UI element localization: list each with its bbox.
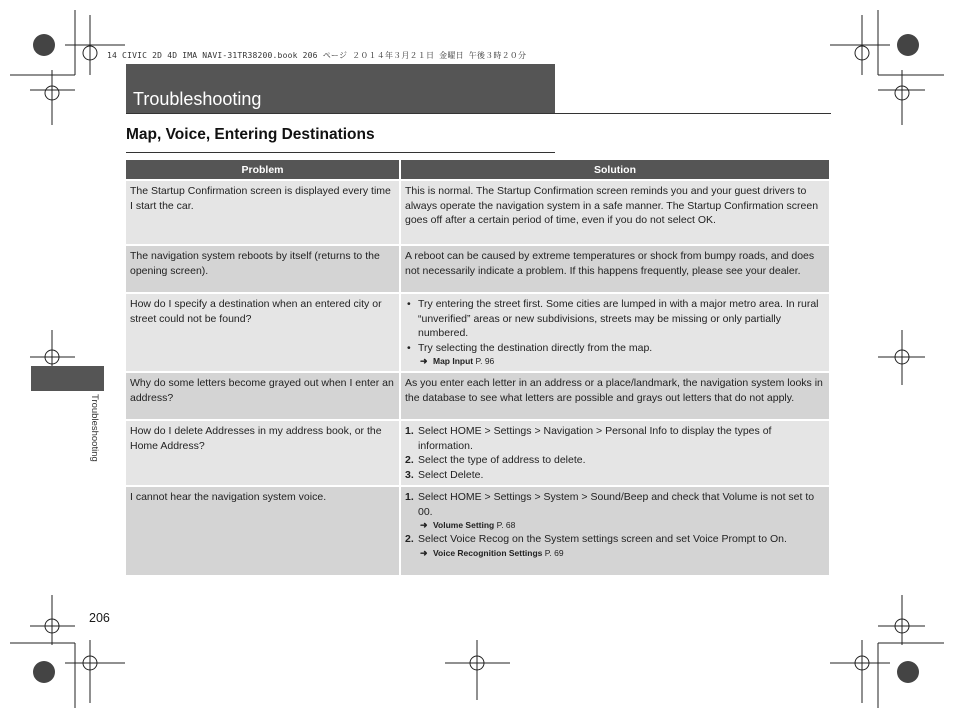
step-text: and check that <box>648 491 723 503</box>
list-item <box>405 468 825 483</box>
ref-page: P. 69 <box>544 547 564 558</box>
step-number: 2. <box>405 533 414 545</box>
table-row <box>126 485 829 575</box>
step-text: is not set to 00. <box>418 491 815 518</box>
separator: > <box>481 491 494 503</box>
step-text: . <box>480 468 484 481</box>
ui-term: On <box>769 533 784 545</box>
step-list <box>405 424 825 482</box>
separator: > <box>593 425 606 437</box>
ui-term: System <box>543 491 579 503</box>
separator: > <box>481 425 494 437</box>
problem-cell: The navigation system reboots by itself (returns to the opening screen). <box>126 244 401 292</box>
bullet-list <box>405 297 825 355</box>
table-row <box>126 371 829 419</box>
ref-page: P. 96 <box>475 356 495 366</box>
ui-term: Sound/Beep <box>590 491 649 503</box>
ref-label: Voice Recognition Settings <box>433 547 543 558</box>
step-text: Select <box>418 491 451 503</box>
ui-term: Settings <box>493 491 532 503</box>
separator: > <box>531 491 544 503</box>
step-number: 1. <box>405 425 414 437</box>
arrow-icon: ➜ <box>420 547 428 558</box>
print-header: 14 CIVIC 2D 4D IMA NAVI-31TR38200.book 206 ページ ２０１４年３月２１日 金曜日 午後３時２０分 <box>107 51 527 60</box>
step-number: 3. <box>405 468 414 481</box>
problem-cell: The Startup Confirmation screen is displayed every time I start the car. <box>126 179 401 244</box>
step-text: on the System settings screen and set <box>509 533 693 545</box>
step-text: . <box>784 533 787 545</box>
ui-term: OK <box>697 214 713 226</box>
ref-label: Volume Setting <box>433 520 495 530</box>
step-text: to <box>755 533 770 545</box>
solution-text: This is normal. The Startup Confirmation screen reminds you and your guest drivers to always operate the navigation system in a safe manner. The Startup Confirmation screen goes off after a certain period of time, even if you do not select <box>405 185 819 226</box>
cross-reference[interactable] <box>418 519 825 532</box>
arrow-icon: ➜ <box>420 356 428 366</box>
solution-cell: As you enter each letter in an address or a place/landmark, the navigation system looks in the database to see what letters are possible and grays out letters that do not apply. <box>401 371 829 419</box>
arrow-icon: ➜ <box>420 520 428 530</box>
step-list <box>405 490 825 560</box>
side-label: Troubleshooting <box>89 394 100 462</box>
title-bar <box>126 64 555 113</box>
list-item <box>405 532 825 560</box>
ui-term: Volume <box>722 491 758 503</box>
list-item: • Try selecting the destination directly from the map. <box>405 341 825 356</box>
list-item: • Try entering the street first. Some cities are lumped in with a major metro area. In rural “unverified” areas or new subdivisions, streets may be missing or only partially numbered. <box>405 297 825 341</box>
problem-cell: How do I specify a destination when an entered city or street could not be found? <box>126 292 401 371</box>
ui-term: HOME <box>450 491 482 503</box>
ui-term: HOME <box>450 425 482 437</box>
ui-term: Personal Info <box>605 425 667 437</box>
problem-cell: I cannot hear the navigation system voice. <box>126 485 401 575</box>
solution-cell <box>401 419 829 485</box>
cross-reference[interactable] <box>405 355 825 368</box>
title-rule <box>126 113 831 114</box>
step-text: Select <box>418 533 451 545</box>
table-row <box>126 244 829 292</box>
section-rule <box>126 152 555 153</box>
ui-term: Navigation <box>543 425 594 437</box>
cross-reference[interactable] <box>418 547 825 560</box>
ui-term: Settings <box>493 425 532 437</box>
troubleshooting-table <box>126 160 829 575</box>
header-solution: Solution <box>401 160 829 179</box>
solution-cell <box>401 485 829 575</box>
section-heading: Map, Voice, Entering Destinations <box>126 126 375 143</box>
problem-cell: Why do some letters become grayed out when I enter an address? <box>126 371 401 419</box>
table-row <box>126 419 829 485</box>
problem-cell: How do I delete Addresses in my address book, or the Home Address? <box>126 419 401 485</box>
punctuation: . <box>712 214 716 226</box>
ref-page: P. 68 <box>496 520 516 530</box>
table-row <box>126 292 829 371</box>
side-tab <box>31 366 104 391</box>
list-item <box>405 453 825 468</box>
solution-cell <box>401 292 829 371</box>
header-problem: Problem <box>126 160 401 179</box>
step-text: Select <box>418 468 451 481</box>
separator: > <box>531 425 544 437</box>
list-item <box>405 490 825 532</box>
step-number: 1. <box>405 491 414 503</box>
page-title: Troubleshooting <box>133 89 262 109</box>
table-row <box>126 179 829 244</box>
ui-term: Voice Prompt <box>692 533 756 545</box>
solution-cell <box>401 179 829 244</box>
step-number: 2. <box>405 454 414 466</box>
list-item <box>405 424 825 453</box>
solution-cell: A reboot can be caused by extreme temperatures or shock from bumpy roads, and does not necessarily indicate a problem. If this happens frequently, please see your dealer. <box>401 244 829 292</box>
ui-term: Voice Recog <box>450 533 510 545</box>
separator: > <box>578 491 591 503</box>
ref-label: Map Input <box>433 356 474 366</box>
step-text: Select the type of address to delete. <box>418 454 586 466</box>
step-text: to display the types of information. <box>418 425 772 452</box>
step-text: Select <box>418 425 451 437</box>
page-number: 206 <box>89 611 110 625</box>
ui-term: Delete <box>450 468 481 481</box>
